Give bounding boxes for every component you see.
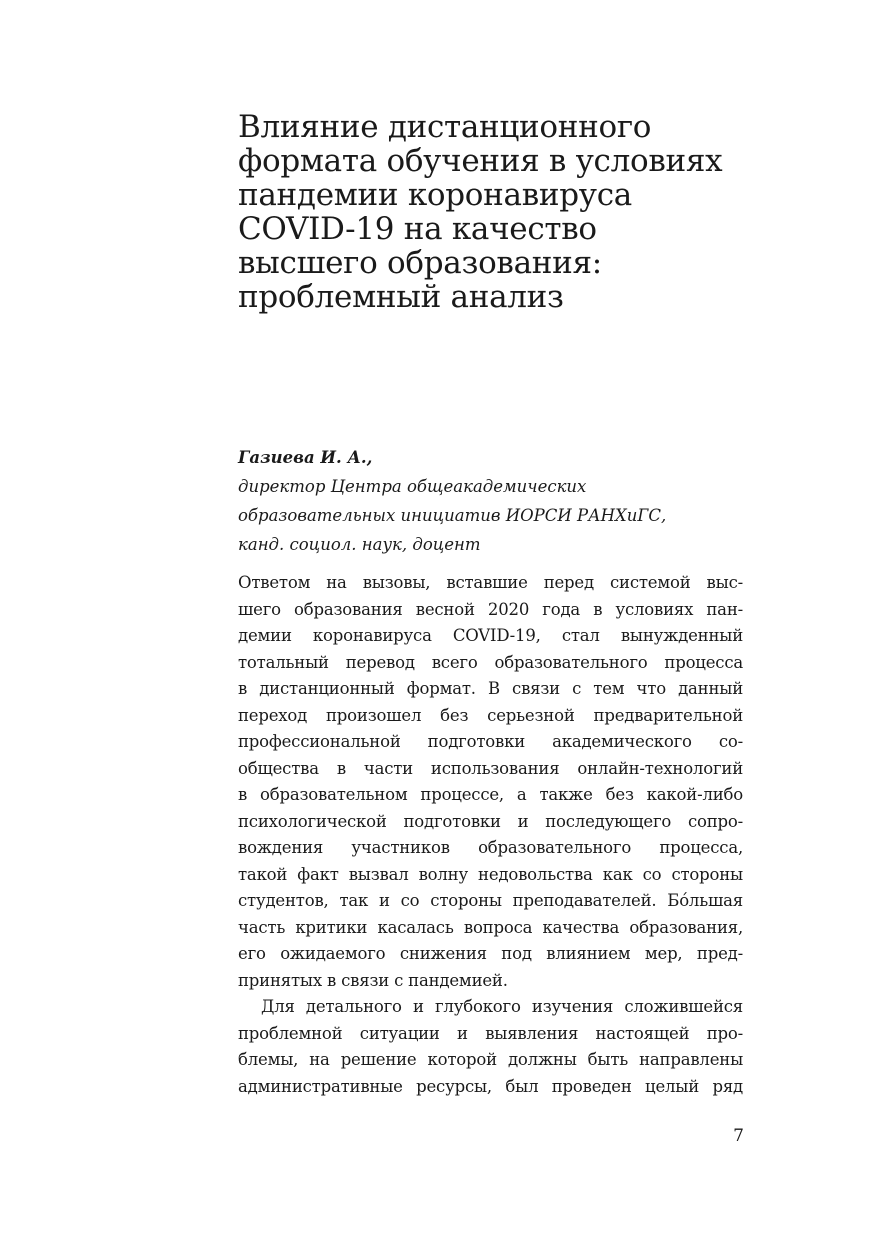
page-number: 7	[733, 1126, 744, 1146]
body-line: такой факт вызвал волну недовольства как со стороны	[238, 864, 743, 884]
body-line: в дистанционный формат. В связи с тем что данный	[238, 679, 743, 698]
author-affiliation-line: директор Центра общеакадемических	[238, 477, 587, 496]
author-affiliation-line: канд. социол. наук, доцент	[238, 535, 481, 554]
body-line: шего образования весной 2020 года в условиях пан-	[238, 599, 743, 619]
title-line: COVID-19 на качество	[238, 211, 597, 247]
body-line: студентов, так и со стороны преподавателей. Бóльшая	[238, 891, 743, 910]
body-line: блемы, на решение которой должны быть направлены	[238, 1050, 743, 1069]
body-line: психологической подготовки и последующего сопро-	[238, 811, 743, 831]
title-line: проблемный анализ	[238, 279, 564, 315]
author-block	[238, 443, 758, 559]
body-line: в образовательном процессе, а также без какой-либо	[238, 785, 743, 804]
body-line: профессиональной подготовки академического со-	[238, 732, 743, 751]
article-title	[238, 110, 758, 314]
paragraph-2	[238, 994, 743, 1100]
body-line: проблемной ситуации и выявления настоящей про-	[238, 1023, 743, 1043]
body-line: вождения участников образовательного процесса,	[238, 838, 743, 857]
body-line: его ожидаемого снижения под влиянием мер, пред-	[238, 944, 743, 963]
body-line: переход произошел без серьезной предварительной	[238, 705, 743, 725]
body-line: принятых в связи с пандемией.	[238, 970, 508, 990]
author-affiliation-line: образовательных инициатив ИОРСИ РАНХиГС,	[238, 506, 667, 525]
body-line: демии коронавируса COVID-19, стал вынужденный	[238, 626, 743, 645]
body-line: административные ресурсы, был проведен целый ряд	[238, 1076, 743, 1096]
article-body	[238, 570, 743, 1100]
body-line: часть критики касалась вопроса качества образования,	[238, 917, 743, 937]
body-line: Для детального и глубокого изучения сложившейся	[261, 997, 743, 1016]
title-line: высшего образования:	[238, 245, 602, 281]
paragraph-1	[238, 570, 743, 994]
body-line: тотальный перевод всего образовательного процесса	[238, 652, 743, 672]
body-line: общества в части использования онлайн-технологий	[238, 758, 743, 778]
title-line: пандемии коронавируса	[238, 177, 632, 213]
title-line: Влияние дистанционного	[238, 109, 652, 145]
author-name: Газиева И. А.,	[238, 448, 373, 467]
body-line: Ответом на вызовы, вставшие перед системой выс-	[238, 573, 743, 592]
title-line: формата обучения в условиях	[238, 143, 723, 179]
